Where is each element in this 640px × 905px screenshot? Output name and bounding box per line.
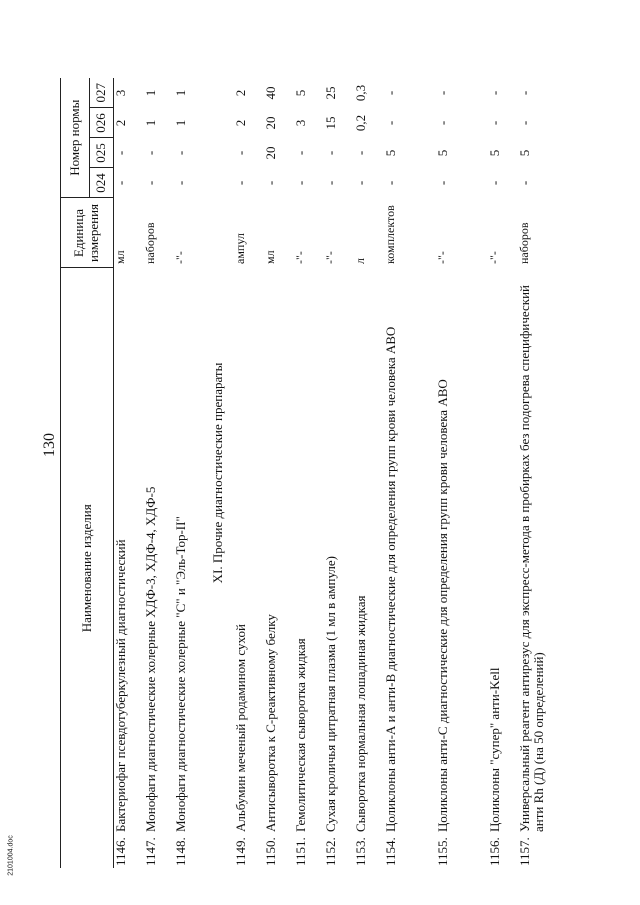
item-name: Цоликлоны анти-А и анти-В диагностические для определения групп крови человека АВО: [382, 326, 398, 832]
item-unit: -"-: [434, 251, 449, 264]
item-name-cell: [144, 268, 174, 868]
norm-value: -: [142, 150, 158, 156]
norm-value: -: [434, 120, 450, 126]
item-index: 1150.: [262, 837, 278, 866]
item-index: 1156.: [486, 837, 502, 866]
item-unit: ампул: [232, 233, 247, 264]
item-unit: л: [352, 258, 367, 264]
table-row: [354, 78, 384, 868]
item-unit: -"-: [486, 251, 501, 264]
table-row: [234, 78, 264, 868]
norm-value: 40: [262, 86, 278, 100]
norm-value: -: [232, 180, 248, 186]
norm-value: 20: [262, 116, 278, 130]
item-unit: комплектов: [382, 205, 397, 264]
item-index: 1153.: [352, 837, 368, 866]
table-row: [264, 78, 294, 868]
item-name-cell: [324, 268, 354, 868]
item-name: Универсальный реагент антирезус для экспресс-метода в пробирках без подогрева специфический анти Rh (Д) (на 50 определений): [516, 284, 547, 832]
header-norm-026: 026: [90, 108, 114, 138]
table-row: [144, 78, 174, 868]
norm-value: -: [434, 90, 450, 96]
item-unit: -"-: [292, 251, 307, 264]
norm-value: -: [382, 180, 398, 186]
norm-value: 3: [113, 89, 128, 97]
norm-value: -: [516, 180, 532, 186]
item-name-cell: [488, 268, 518, 868]
item-name-cell: [174, 268, 204, 868]
table-row: [384, 78, 436, 868]
rotated-table-page: [60, 78, 610, 868]
norms-table: [60, 78, 570, 868]
norm-value: 1: [172, 119, 188, 127]
table-row: [488, 78, 518, 868]
item-name-cell: [264, 268, 294, 868]
item-unit: мл: [113, 250, 127, 264]
item-unit: наборов: [142, 222, 157, 264]
norm-value: -: [486, 120, 502, 126]
norm-value: 5: [486, 149, 502, 157]
item-unit: мл: [262, 250, 277, 264]
item-name: Альбумин меченый родамином сухой: [232, 624, 248, 832]
footer-filename: 2101004.doc: [7, 834, 15, 876]
item-name: Цоликлоны "супер" анти-Kell: [486, 667, 502, 832]
norm-value: 0,3: [352, 84, 368, 102]
norm-value: -: [322, 180, 338, 186]
norm-value: 20: [262, 146, 278, 160]
item-name-cell: [384, 268, 436, 868]
norm-value: -: [486, 180, 502, 186]
norm-value: -: [232, 150, 248, 156]
norm-value: 5: [292, 89, 308, 97]
norm-value: 5: [434, 149, 450, 157]
norm-value: -: [382, 120, 398, 126]
norm-value: 2: [232, 119, 248, 127]
item-name: Монофаги диагностические холерные "С" и "Эль-Тор-II": [172, 516, 188, 832]
norm-value: 5: [382, 149, 398, 157]
table-row: [114, 78, 144, 868]
item-unit: -"-: [172, 251, 187, 264]
norm-value: -: [292, 180, 308, 186]
norm-value: 0,2: [352, 114, 368, 132]
norm-value: -: [262, 180, 278, 186]
norm-value: -: [352, 150, 368, 156]
section-title: XI. Прочие диагностические препараты: [210, 362, 226, 584]
item-index: 1154.: [382, 837, 398, 866]
header-norm-024: 024: [90, 168, 114, 198]
norm-value: 15: [322, 116, 338, 130]
item-name: Монофаги диагностические холерные ХДФ-3, ХДФ-4, ХДФ-5: [142, 486, 158, 832]
item-name-cell: [294, 268, 324, 868]
header-name: Наименование изделия: [61, 268, 114, 868]
section-row: [204, 78, 234, 868]
norm-value: 5: [516, 149, 532, 157]
norm-value: -: [142, 180, 158, 186]
item-name: Гемолитическая сыворотка жидкая: [292, 638, 308, 832]
header-unit: Единица измерения: [61, 198, 114, 268]
norm-value: 1: [142, 119, 158, 127]
item-name-cell: [518, 268, 570, 868]
norm-value: -: [516, 120, 532, 126]
norm-value: 3: [292, 119, 308, 127]
norm-value: -: [292, 150, 308, 156]
table-row: [324, 78, 354, 868]
item-index: 1149.: [232, 837, 248, 866]
norm-value: -: [172, 150, 188, 156]
header-norm-group: Номер нормы: [61, 78, 90, 198]
norm-value: 25: [322, 86, 338, 100]
item-name: Антисыворотка к С-реактивному белку: [262, 614, 278, 832]
item-index: 1148.: [172, 837, 188, 866]
norm-value: 1: [172, 89, 188, 97]
item-unit: наборов: [516, 222, 531, 264]
item-index: 1155.: [434, 837, 450, 866]
table-row: [174, 78, 204, 868]
norm-value: -: [352, 180, 368, 186]
page-number: 130: [41, 433, 58, 457]
norm-value: -: [113, 150, 128, 156]
item-name: Цоликлоны анти-С диагностические для определения групп крови человека АВО: [434, 379, 450, 832]
table-row: [518, 78, 570, 868]
item-name-cell: [436, 268, 488, 868]
norm-value: 2: [113, 119, 128, 127]
item-unit: -"-: [322, 251, 337, 264]
norm-value: -: [113, 180, 128, 186]
item-name-cell: [114, 268, 144, 868]
norm-value: 1: [142, 89, 158, 97]
item-name: Сыворотка нормальная лошадиная жидкая: [352, 595, 368, 832]
item-index: 1146.: [113, 837, 128, 866]
norm-value: 2: [232, 89, 248, 97]
item-index: 1152.: [322, 837, 338, 866]
norm-value: -: [516, 90, 532, 96]
header-norm-025: 025: [90, 138, 114, 168]
item-name: Сухая кроличья цитратная плазма (1 мл в ампуле): [322, 555, 338, 832]
norm-value: -: [382, 90, 398, 96]
norm-value: -: [486, 90, 502, 96]
item-name: Бактериофаг псевдотуберкулезный диагностический: [113, 539, 128, 832]
item-name-cell: [234, 268, 264, 868]
norm-value: -: [434, 180, 450, 186]
item-index: 1147.: [142, 837, 158, 866]
item-index: 1157.: [516, 837, 532, 866]
item-index: 1151.: [292, 837, 308, 866]
table-row: [436, 78, 488, 868]
norm-value: -: [322, 150, 338, 156]
table-row: [294, 78, 324, 868]
header-norm-027: 027: [90, 78, 114, 108]
norm-value: -: [172, 180, 188, 186]
item-name-cell: [354, 268, 384, 868]
